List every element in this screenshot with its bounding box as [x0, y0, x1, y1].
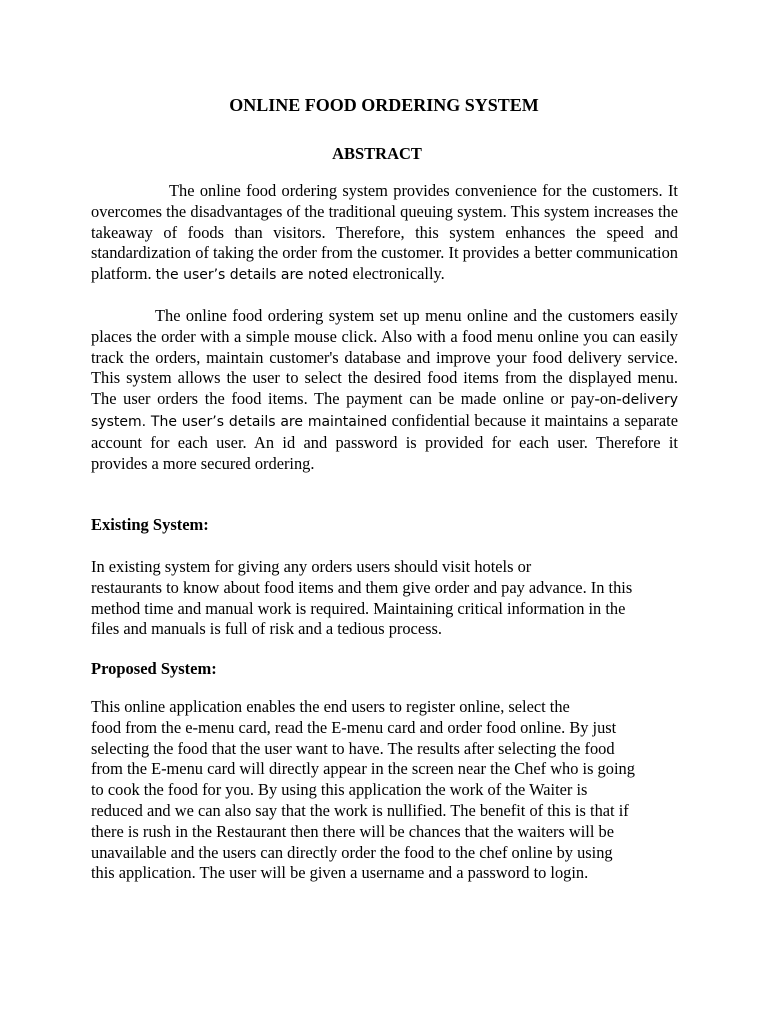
abstract-paragraph-2-highlight: delivery system. The user’s details are maintained: [91, 392, 678, 430]
abstract-paragraph-1-end: electronically.: [348, 264, 445, 284]
proposed-system-paragraph: [91, 697, 691, 884]
existing-system-line: In existing system for giving any orders users should visit hotels or: [91, 557, 532, 576]
abstract-heading: ABSTRACT: [332, 144, 422, 163]
existing-system-line: files and manuals is full of risk and a tedious process.: [91, 619, 442, 639]
proposed-system-line: selecting the food that the user want to have. The results after selecting the food: [91, 738, 615, 758]
abstract-paragraph-2-end: confidential because it maintains a separate account for each user. An id and password is provided for each user. Therefore it provides a more secured ordering.: [91, 410, 678, 473]
abstract-paragraph-1: [91, 181, 678, 286]
proposed-system-line: food from the e-menu card, read the E-menu card and order food online. By just: [91, 717, 617, 737]
existing-system-heading: Existing System:: [91, 515, 209, 534]
existing-system-paragraph: [91, 557, 691, 640]
proposed-system-line: there is rush in the Restaurant then there will be chances that the waiters will be: [91, 821, 614, 841]
proposed-system-line: reduced and we can also say that the work is nullified. The benefit of this is that if: [91, 800, 629, 820]
proposed-system-line: unavailable and the users can directly order the food to the chef online by using: [91, 842, 613, 862]
abstract-paragraph-2-text: The online food ordering system set up menu online and the customers easily places the order with a simple mouse click. Also with a food menu online you can easily track the orders, maintain customer's database and improve your food delivery service. This system allows the user to select the desired food items from the displayed menu. The user orders the food items. The payment can be made online or pay-on-: [91, 306, 678, 409]
abstract-paragraph-1-text: The online food ordering system provides convenience for the customers. It overcomes the disadvantages of the traditional queuing system. This system increases the takeaway of foods than visitors. Therefore, this system enhances the speed and standardization of taking the order from the customer. It provides a better communication platform.: [91, 181, 678, 284]
proposed-system-heading: Proposed System:: [91, 659, 217, 678]
abstract-paragraph-1-highlight: the user’s details are noted: [155, 267, 349, 284]
existing-system-line: method time and manual work is required. Maintaining critical information in the: [91, 598, 626, 618]
existing-system-line: restaurants to know about food items and them give order and pay advance. In this: [91, 577, 633, 597]
proposed-system-line: This online application enables the end users to register online, select the: [91, 697, 570, 716]
proposed-system-line: this application. The user will be given a username and a password to login.: [91, 863, 589, 883]
proposed-system-line: to cook the food for you. By using this application the work of the Waiter is: [91, 780, 588, 800]
document-title: ONLINE FOOD ORDERING SYSTEM: [229, 95, 539, 115]
abstract-paragraph-2: [91, 306, 678, 474]
proposed-system-line: from the E-menu card will directly appear in the screen near the Chef who is going: [91, 759, 635, 779]
